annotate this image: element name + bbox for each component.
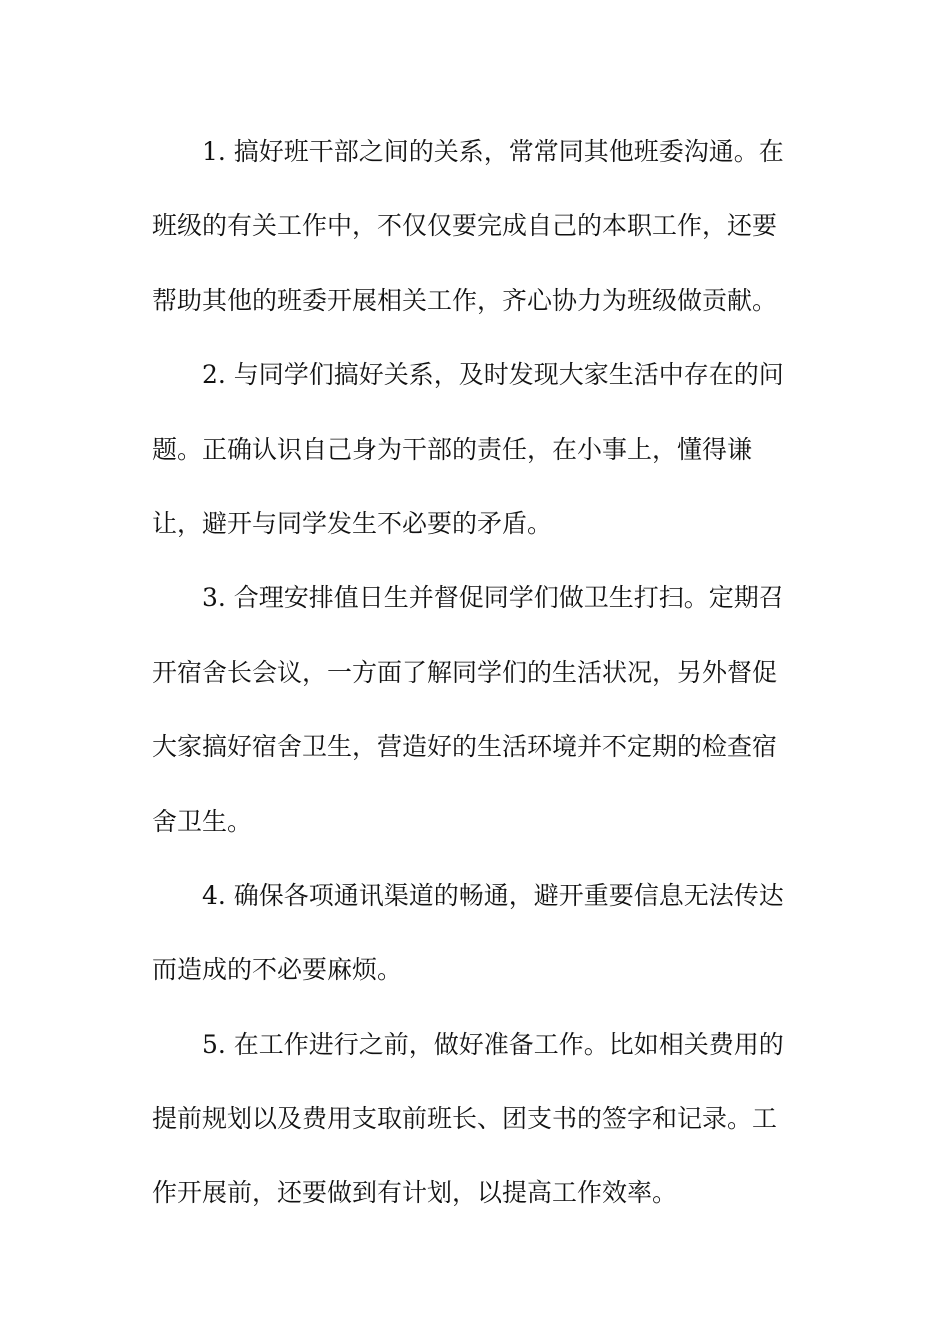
text-line: 2. 与同学们搞好关系，及时发现大家生活中存在的问 [202,360,784,390]
text-line: 作开展前，还要做到有计划，以提高工作效率。 [152,1178,678,1208]
document-body [152,115,812,1231]
text-line: 班级的有关工作中，不仅仅要完成自己的本职工作，还要 [152,211,778,241]
text-line: 帮助其他的班委开展相关工作，齐心协力为班级做贡献。 [152,285,778,315]
text-line: 3. 合理安排值日生并督促同学们做卫生打扫。定期召 [202,583,784,613]
text-line: 大家搞好宿舍卫生，营造好的生活环境并不定期的检查宿 [152,732,778,762]
text-line: 开宿舍长会议，一方面了解同学们的生活状况，另外督促 [152,657,778,687]
text-line: 5. 在工作进行之前，做好准备工作。比如相关费用的 [202,1029,784,1059]
text-line: 1. 搞好班干部之间的关系，常常同其他班委沟通。在 [202,137,784,166]
text-line: 而造成的不必要麻烦。 [152,955,403,985]
text-line: 让，避开与同学发生不必要的矛盾。 [152,508,553,538]
text-line: 题。正确认识自己身为干部的责任，在小事上，懂得谦 [152,434,753,464]
text-line: 提前规划以及费用支取前班长、团支书的签字和记录。工 [152,1104,778,1134]
text-line: 舍卫生。 [152,806,253,836]
text-line: 4. 确保各项通讯渠道的畅通，避开重要信息无法传达 [202,880,784,910]
